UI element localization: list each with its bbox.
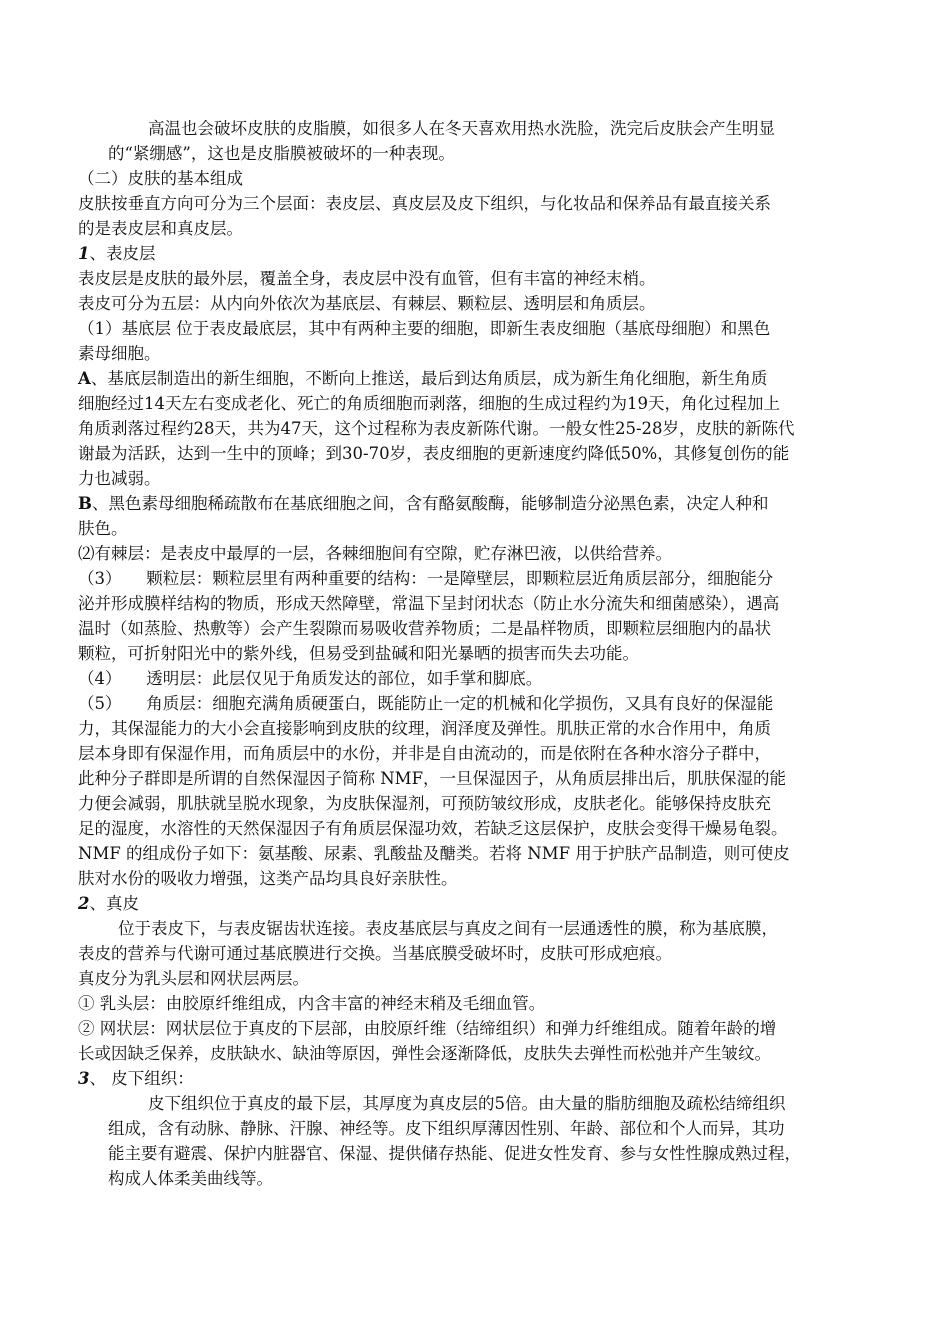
text-line: ⑵有棘层：是表皮中最厚的一层，各棘细胞间有空隙，贮存淋巴液，以供给营养。 <box>78 544 672 563</box>
paragraph-subcutaneous <box>108 1091 801 1191</box>
text-line: ① 乳头层：由胶原纤维组成，内含丰富的神经末稍及毛细血管。 <box>78 994 546 1013</box>
heading-dermis <box>78 891 139 916</box>
paragraph-spinous-layer <box>78 541 672 566</box>
heading-epidermis <box>78 241 155 266</box>
text-line: 肤色。 <box>78 519 128 538</box>
text-line: （1）基底层 位于表皮最底层，其中有两种主要的细胞，即新生表皮细胞（基底母细胞）和黑色 <box>78 319 771 338</box>
heading-text: 、 皮下组织： <box>89 1069 194 1088</box>
paragraph-b-melanocytes <box>78 491 768 541</box>
heading-number: 2 <box>78 894 90 913</box>
text-line: （3） 颗粒层：颗粒层里有两种重要的结构：一是障壁层，即颗粒层近角质层部分，细胞能分 <box>78 569 774 588</box>
paragraph-granular-layer <box>78 566 779 666</box>
text-line: 表皮层是皮肤的最外层，覆盖全身，表皮层中没有血管，但有丰富的神经末梢。 <box>78 269 656 288</box>
heading-number: 1 <box>78 244 90 263</box>
heading-number: 3 <box>78 1069 90 1088</box>
paragraph-dermis-intro <box>78 916 778 966</box>
text-line: 细胞经过14天左右变成老化、死亡的角质细胞而剥落，细胞的生成过程约为19天，角化过程加上 <box>78 394 780 413</box>
text-line: （4） 透明层：此层仅见于角质发达的部位，如手掌和脚底。 <box>78 669 543 688</box>
text-line: 颗粒，可折射阳光中的紫外线，但易受到盐碱和阳光暴晒的损害而失去功能。 <box>78 644 639 663</box>
item-label-a: A <box>78 369 91 388</box>
paragraph-clear-layer <box>78 666 542 691</box>
section-title: （二）皮肤的基本组成 <box>78 169 243 188</box>
text-line: 高温也会破坏皮肤的皮脂膜，如很多人在冬天喜欢用热水洗脸，洗完后皮肤会产生明显 <box>148 119 775 138</box>
text-line: 层本身即有保湿作用，而角质层中的水份，并非是自由流动的，而是依附在各种水溶分子群中， <box>78 744 771 763</box>
text-line: 力也减弱。 <box>78 469 161 488</box>
text-line: ② 网状层：网状层位于真皮的下层部，由胶原纤维（结缔组织）和弹力纤维组成。随着年龄的增 <box>78 1019 777 1038</box>
text-line: 力，其保湿能力的大小会直接影响到皮肤的纹理，润泽度及弹性。肌肤正常的水合作用中，角质 <box>78 719 771 738</box>
paragraph-basal-layer <box>78 316 770 366</box>
text-line: 此种分子群即是所谓的自然保湿因子简称 NMF，一旦保湿因子，从角质层排出后，肌肤保湿的能 <box>78 769 787 788</box>
text-line: 的是表皮层和真皮层。 <box>78 219 243 238</box>
text-line: 皮肤按垂直方向可分为三个层面：表皮层、真皮层及皮下组织，与化妆品和保养品有最直接关系 <box>78 194 771 213</box>
text-line: 皮下组织位于真皮的最下层，其厚度为真皮层的5倍。由大量的脂肪细胞及疏松结缔组织 <box>148 1094 786 1113</box>
text-line: 长或因缺乏保养，皮肤缺水、缺油等原因，弹性会逐渐降低，皮肤失去弹性而松弛并产生皱纹。 <box>78 1044 771 1063</box>
text-line: 、黑色素母细胞稀疏散布在基底细胞之间，含有酪氨酸酶，能够制造分泌黑色素，决定人种和 <box>91 494 769 513</box>
text-line: 能主要有避震、保护内脏器官、保湿、提供储存热能、促进女性发育、参与女性性腺成熟过程， <box>108 1144 801 1163</box>
text-line: （5） 角质层：细胞充满角质硬蛋白，既能防止一定的机械和化学损伤，又具有良好的保湿能 <box>78 694 774 713</box>
text-line: 素母细胞。 <box>78 344 161 363</box>
text-line: 温时（如蒸脸、热敷等）会产生裂隙而易吸收营养物质；二是晶样物质，即颗粒层细胞内的晶状 <box>78 619 771 638</box>
heading-text: 、表皮层 <box>89 244 156 263</box>
text-line: 组成，含有动脉、静脉、汗腺、神经等。皮下组织厚薄因性别、年龄、部位和个人而异，其功 <box>108 1119 785 1138</box>
paragraph-reticular-layer <box>78 1016 776 1066</box>
text-line: 、基底层制造出的新生细胞，不断向上推送，最后到达角质层，成为新生角化细胞，新生角质 <box>90 369 768 388</box>
text-line: 的“紧绷感”，这也是皮脂膜被破坏的一种表现。 <box>108 144 455 163</box>
item-label-b: B <box>78 494 92 513</box>
text-line: 泌并形成膜样结构的物质，形成天然障壁，常温下呈封闭状态（防止水分流失和细菌感染），遇高 <box>78 594 780 613</box>
text-line: 位于表皮下，与表皮锯齿状连接。表皮基底层与真皮之间有一层通透性的膜，称为基底膜， <box>118 919 778 938</box>
text-line: 构成人体柔美曲线等。 <box>108 1169 273 1188</box>
paragraph-high-temperature <box>108 116 775 166</box>
text-line: 真皮分为乳头层和网状层两层。 <box>78 969 309 988</box>
text-line: 足的湿度，水溶性的天然保湿因子有角质层保湿功效，若缺乏这层保护，皮肤会变得干燥易龟裂。 <box>78 819 788 838</box>
heading-subcutaneous <box>78 1066 194 1091</box>
paragraph-five-layers <box>78 291 656 316</box>
text-line: 表皮的营养与代谢可通过基底膜进行交换。当基底膜受破坏时，皮肤可形成疤痕。 <box>78 944 672 963</box>
paragraph-stratum-corneum <box>78 691 790 891</box>
text-line: NMF 的组成份子如下：氨基酸、尿素、乳酸盐及醣类。若将 NMF 用于护肤产品制造，则可使皮 <box>78 844 790 863</box>
text-line: 谢最为活跃，达到一生中的顶峰；到30-70岁，表皮细胞的更新速度约降低50%，其修复创伤的能 <box>78 444 790 463</box>
paragraph-three-layers <box>78 191 771 241</box>
text-line: 力便会减弱，肌肤就呈脱水现象，为皮肤保湿剂，可预防皱纹形成，皮肤老化。能够保持皮肤充 <box>78 794 771 813</box>
text-line: 肤对水份的吸收力增强，这类产品均具良好亲肤性。 <box>78 869 458 888</box>
text-line: 表皮可分为五层：从内向外依次为基底层、有棘层、颗粒层、透明层和角质层。 <box>78 294 656 313</box>
section-heading-basic-composition <box>78 166 243 191</box>
paragraph-epidermis-intro <box>78 266 656 291</box>
paragraph-dermis-layers <box>78 966 309 991</box>
text-line: 角质剥落过程约28天，共为47天，这个过程称为表皮新陈代谢。一般女性25-28岁，皮肤的新陈代 <box>78 419 795 438</box>
paragraph-papillary-layer <box>78 991 545 1016</box>
paragraph-a-new-cells <box>78 366 795 491</box>
heading-text: 、真皮 <box>89 894 139 913</box>
